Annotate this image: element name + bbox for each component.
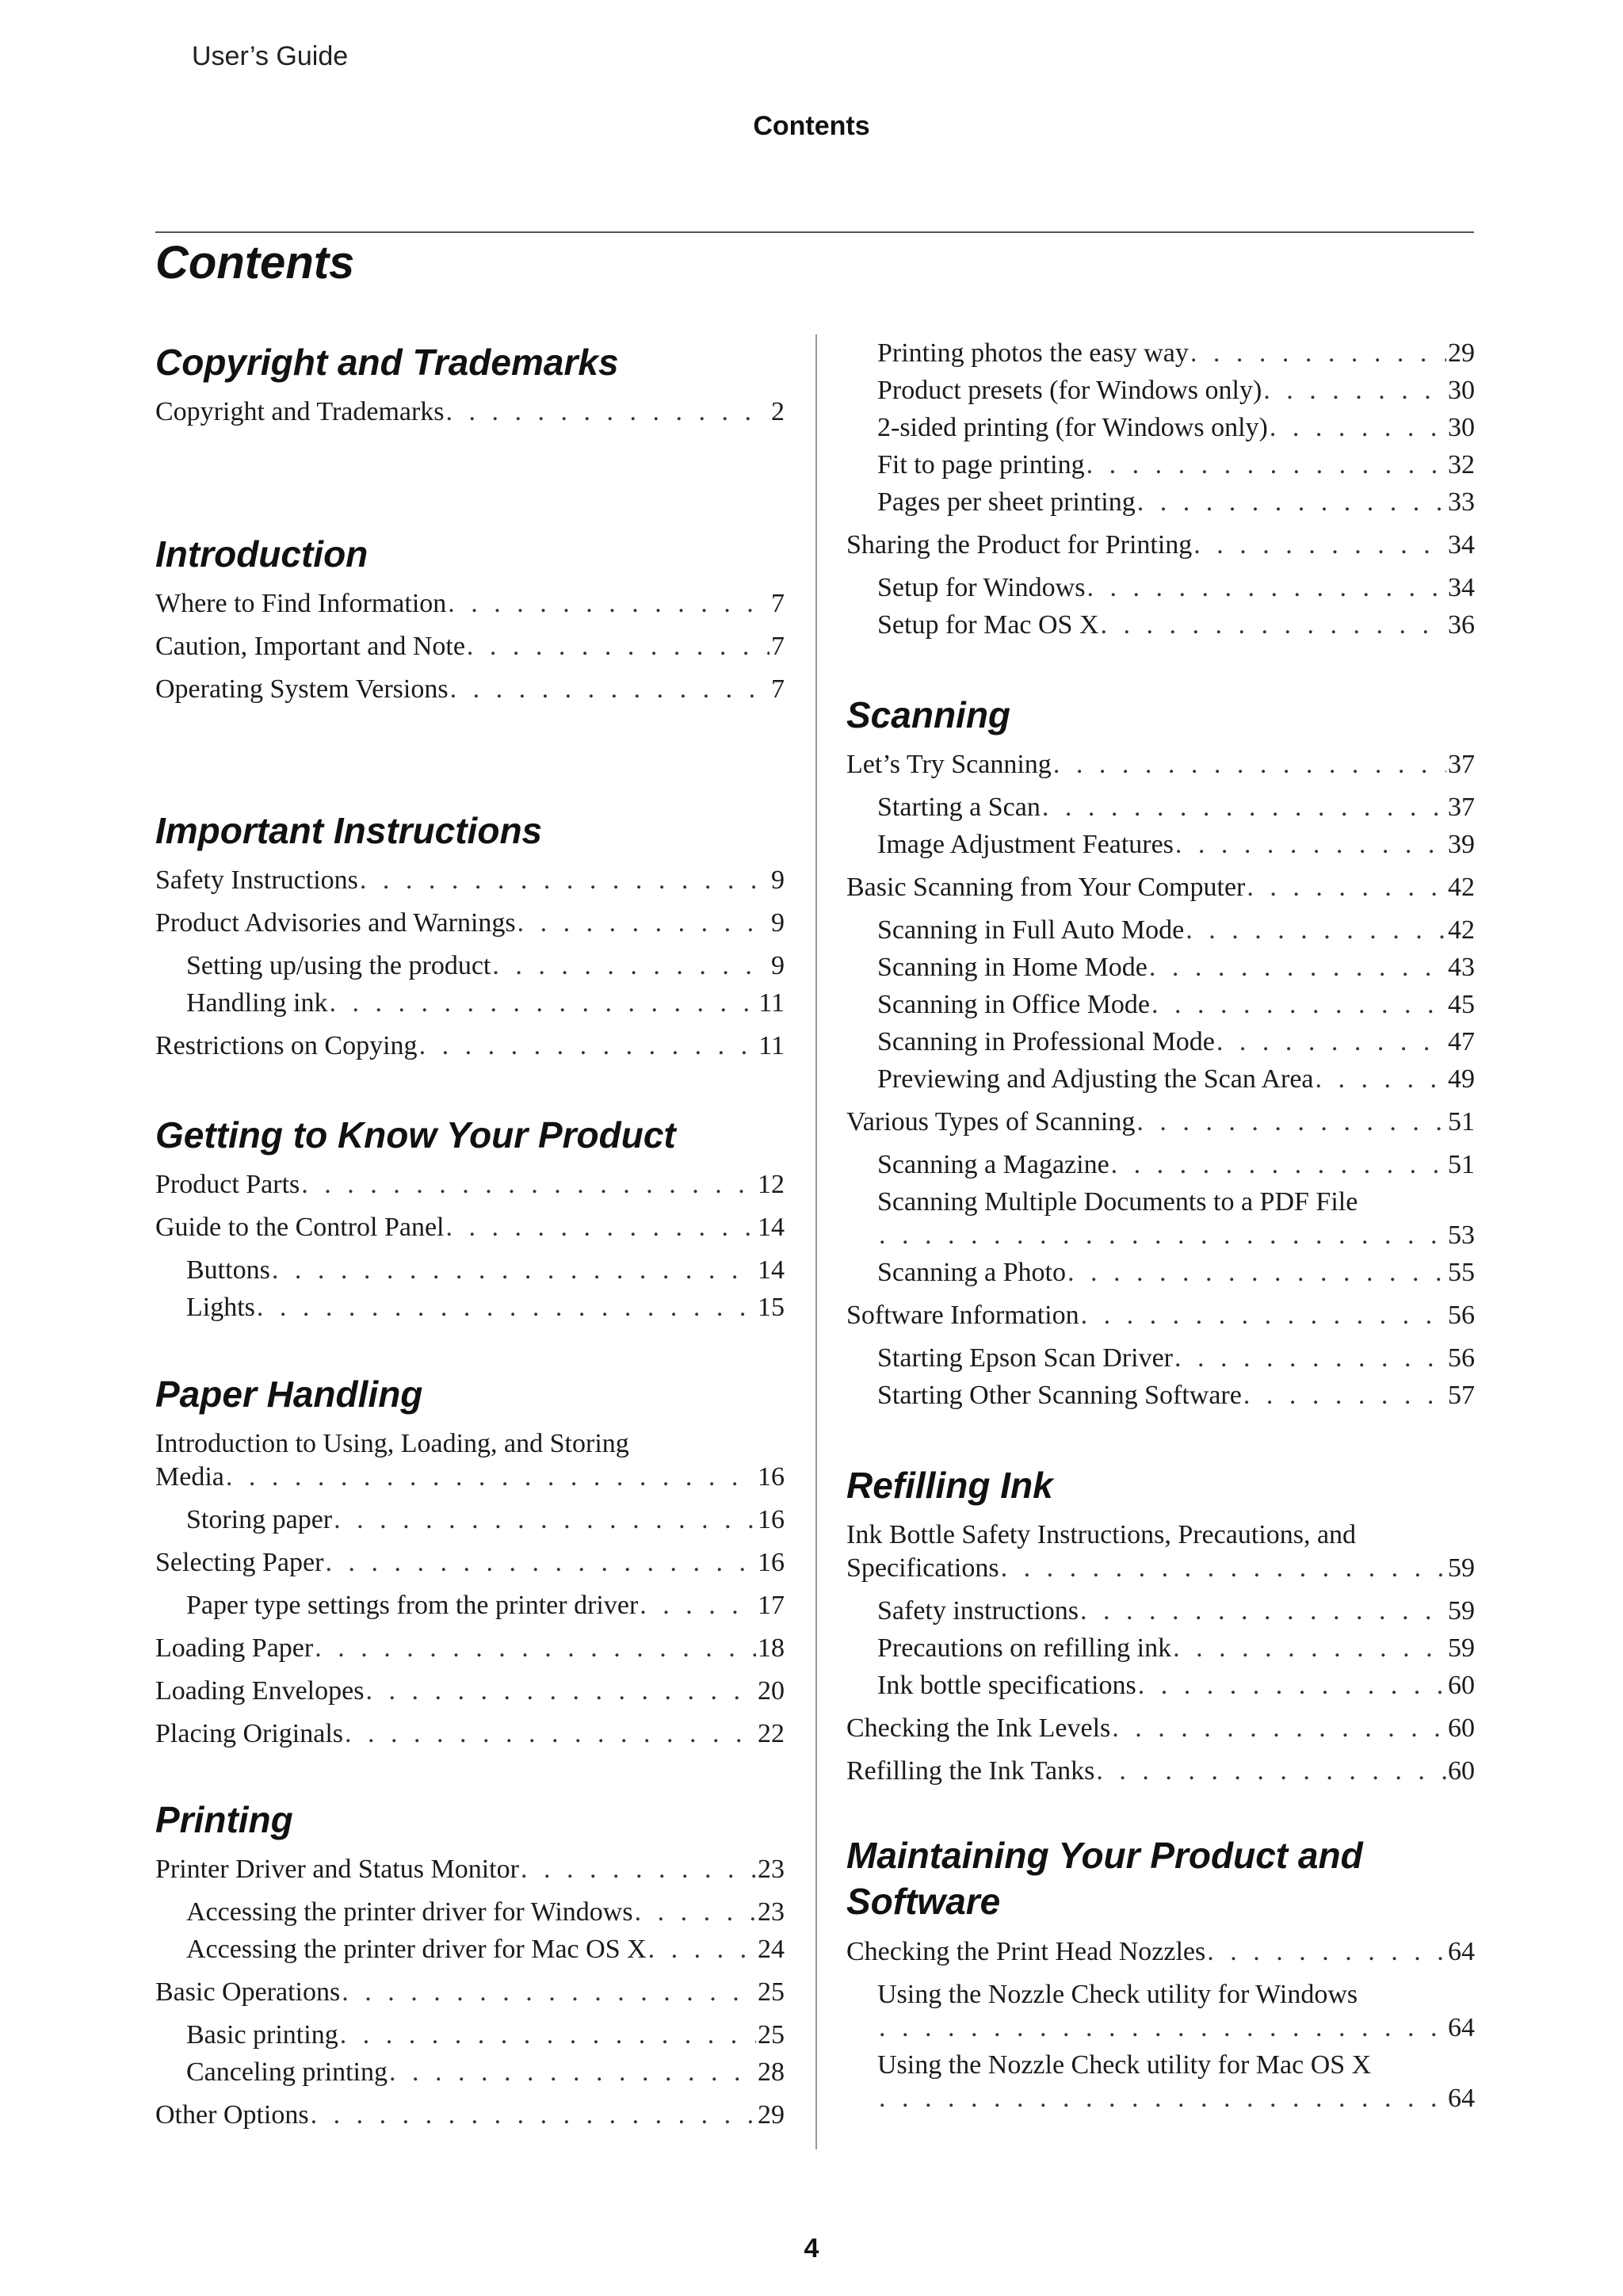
toc-subentry[interactable]: Starting a Scan . . . 37 [877,790,1475,825]
toc-subentry[interactable]: . . . 64 [877,2011,1475,2046]
toc-subentry[interactable]: Pages per sheet printing . . . 33 [877,485,1475,520]
toc-entry[interactable]: Placing Originals . . . 22 [155,1717,785,1752]
toc-entry[interactable]: Sharing the Product for Printing . . . 34 [846,528,1475,563]
toc-subentry[interactable]: Previewing and Adjusting the Scan Area . . . 49 [877,1062,1475,1097]
section-heading: Getting to Know Your Product [155,1114,676,1156]
toc-entry[interactable]: Checking the Print Head Nozzles . . . 64 [846,1935,1475,1969]
running-header-guide: User’s Guide [192,41,349,71]
toc-entry-line1: Introduction to Using, Loading, and Storing [155,1429,629,1458]
toc-entry[interactable]: Product Advisories and Warnings . . . 9 [155,906,785,941]
toc-subentry[interactable]: Accessing the printer driver for Mac OS X . . . 24 [186,1932,785,1967]
toc-subentry[interactable]: . . . 64 [877,2081,1475,2116]
toc-entry[interactable]: Loading Envelopes . . . 20 [155,1674,785,1709]
toc-entry[interactable]: Loading Paper . . . 18 [155,1631,785,1666]
page-number: 4 [804,2233,819,2264]
toc-subentry[interactable]: Scanning in Full Auto Mode . . . 42 [877,913,1475,948]
section-heading: Paper Handling [155,1373,423,1415]
toc-subentry[interactable]: Accessing the printer driver for Windows . . . 23 [186,1895,785,1930]
toc-subentry[interactable]: Scanning in Home Mode . . . 43 [877,950,1475,985]
toc-entry[interactable]: Caution, Important and Note . . . 7 [155,629,785,664]
toc-subentry[interactable]: 2-sided printing (for Windows only) . . . 30 [877,411,1475,445]
toc-entry[interactable]: Printer Driver and Status Monitor . . . 23 [155,1852,785,1887]
toc-subentry[interactable]: Ink bottle specifications . . . 60 [877,1668,1475,1703]
section-heading: Refilling Ink [846,1465,1053,1506]
toc-subentry[interactable]: Setup for Windows . . . 34 [877,571,1475,606]
toc-entry-line1: Ink Bottle Safety Instructions, Precautions, and [846,1520,1357,1549]
toc-subentry[interactable]: Precautions on refilling ink . . . 59 [877,1631,1475,1666]
toc-subentry[interactable]: Canceling printing . . . 28 [186,2055,785,2090]
toc-entry[interactable]: Let’s Try Scanning . . . 37 [846,747,1475,782]
toc-entry[interactable]: Basic Operations . . . 25 [155,1975,785,2010]
section-heading: Maintaining Your Product and [846,1835,1363,1876]
toc-entry[interactable]: Software Information . . . 56 [846,1298,1475,1333]
toc-subentry[interactable]: Scanning a Magazine . . . 51 [877,1148,1475,1182]
toc-entry[interactable]: Where to Find Information . . . 7 [155,586,785,621]
section-heading: Important Instructions [155,810,543,851]
toc-subentry[interactable]: Paper type settings from the printer driver . . . 17 [186,1588,785,1623]
toc-subentry[interactable]: Setup for Mac OS X . . . 36 [877,608,1475,643]
toc-subentry[interactable]: Setting up/using the product . . . 9 [186,949,785,984]
section-heading: Copyright and Trademarks [155,342,619,383]
toc-subentry[interactable]: Fit to page printing . . . 32 [877,448,1475,483]
toc-entry[interactable]: Media . . . 16 [155,1460,785,1495]
toc-subentry[interactable]: Safety instructions . . . 59 [877,1594,1475,1629]
toc-subentry[interactable]: Handling ink . . . 11 [186,986,785,1021]
toc-entry[interactable]: Operating System Versions . . . 7 [155,672,785,707]
toc-subentry[interactable]: Product presets (for Windows only) . . . 30 [877,373,1475,408]
page-title: Contents [155,237,355,288]
toc-subentry[interactable]: Buttons . . . 14 [186,1253,785,1288]
toc-subentry[interactable]: Scanning a Photo . . . 55 [877,1255,1475,1290]
toc-subentry[interactable]: Image Adjustment Features . . . 39 [877,827,1475,862]
toc-entry[interactable]: Safety Instructions . . . 9 [155,863,785,898]
toc-entry[interactable]: Other Options . . . 29 [155,2098,785,2133]
toc-entry[interactable]: Specifications . . . 59 [846,1551,1475,1586]
toc-subentry[interactable]: Scanning in Office Mode . . . 45 [877,988,1475,1022]
toc-subentry-line1: Scanning Multiple Documents to a PDF File [877,1187,1358,1217]
section-heading: Printing [155,1799,293,1840]
toc-entry[interactable]: Selecting Paper . . . 16 [155,1545,785,1580]
toc-entry[interactable]: Basic Scanning from Your Computer . . . 42 [846,870,1475,905]
toc-entry[interactable]: Product Parts . . . 12 [155,1167,785,1202]
toc-entry[interactable]: Restrictions on Copying . . . 11 [155,1029,785,1064]
header-rule [155,231,1474,233]
toc-entry[interactable]: Copyright and Trademarks . . . 2 [155,395,785,430]
toc-subentry-line1: Using the Nozzle Check utility for Mac OS X [877,2050,1372,2080]
section-heading: Scanning [846,694,1011,735]
toc-subentry[interactable]: Printing photos the easy way . . . 29 [877,336,1475,371]
section-heading: Introduction [155,533,369,575]
toc-entry[interactable]: Refilling the Ink Tanks . . . 60 [846,1754,1475,1789]
toc-subentry[interactable]: Starting Other Scanning Software . . . 57 [877,1378,1475,1413]
toc-subentry[interactable]: Lights . . . 15 [186,1290,785,1325]
running-header-chapter: Contents [753,111,870,141]
toc-subentry[interactable]: Starting Epson Scan Driver . . . 56 [877,1341,1475,1376]
toc-subentry[interactable]: Storing paper . . . 16 [186,1503,785,1538]
toc-entry[interactable]: Checking the Ink Levels . . . 60 [846,1711,1475,1746]
column-divider [815,334,817,2149]
toc-subentry-line1: Using the Nozzle Check utility for Windows [877,1980,1358,2009]
toc-subentry[interactable]: . . . 53 [877,1218,1475,1253]
section-heading-line2: Software [846,1881,1001,1922]
toc-subentry[interactable]: Basic printing . . . 25 [186,2018,785,2053]
toc-subentry[interactable]: Scanning in Professional Mode . . . 47 [877,1025,1475,1060]
toc-entry[interactable]: Various Types of Scanning . . . 51 [846,1105,1475,1140]
toc-entry[interactable]: Guide to the Control Panel . . . 14 [155,1210,785,1245]
